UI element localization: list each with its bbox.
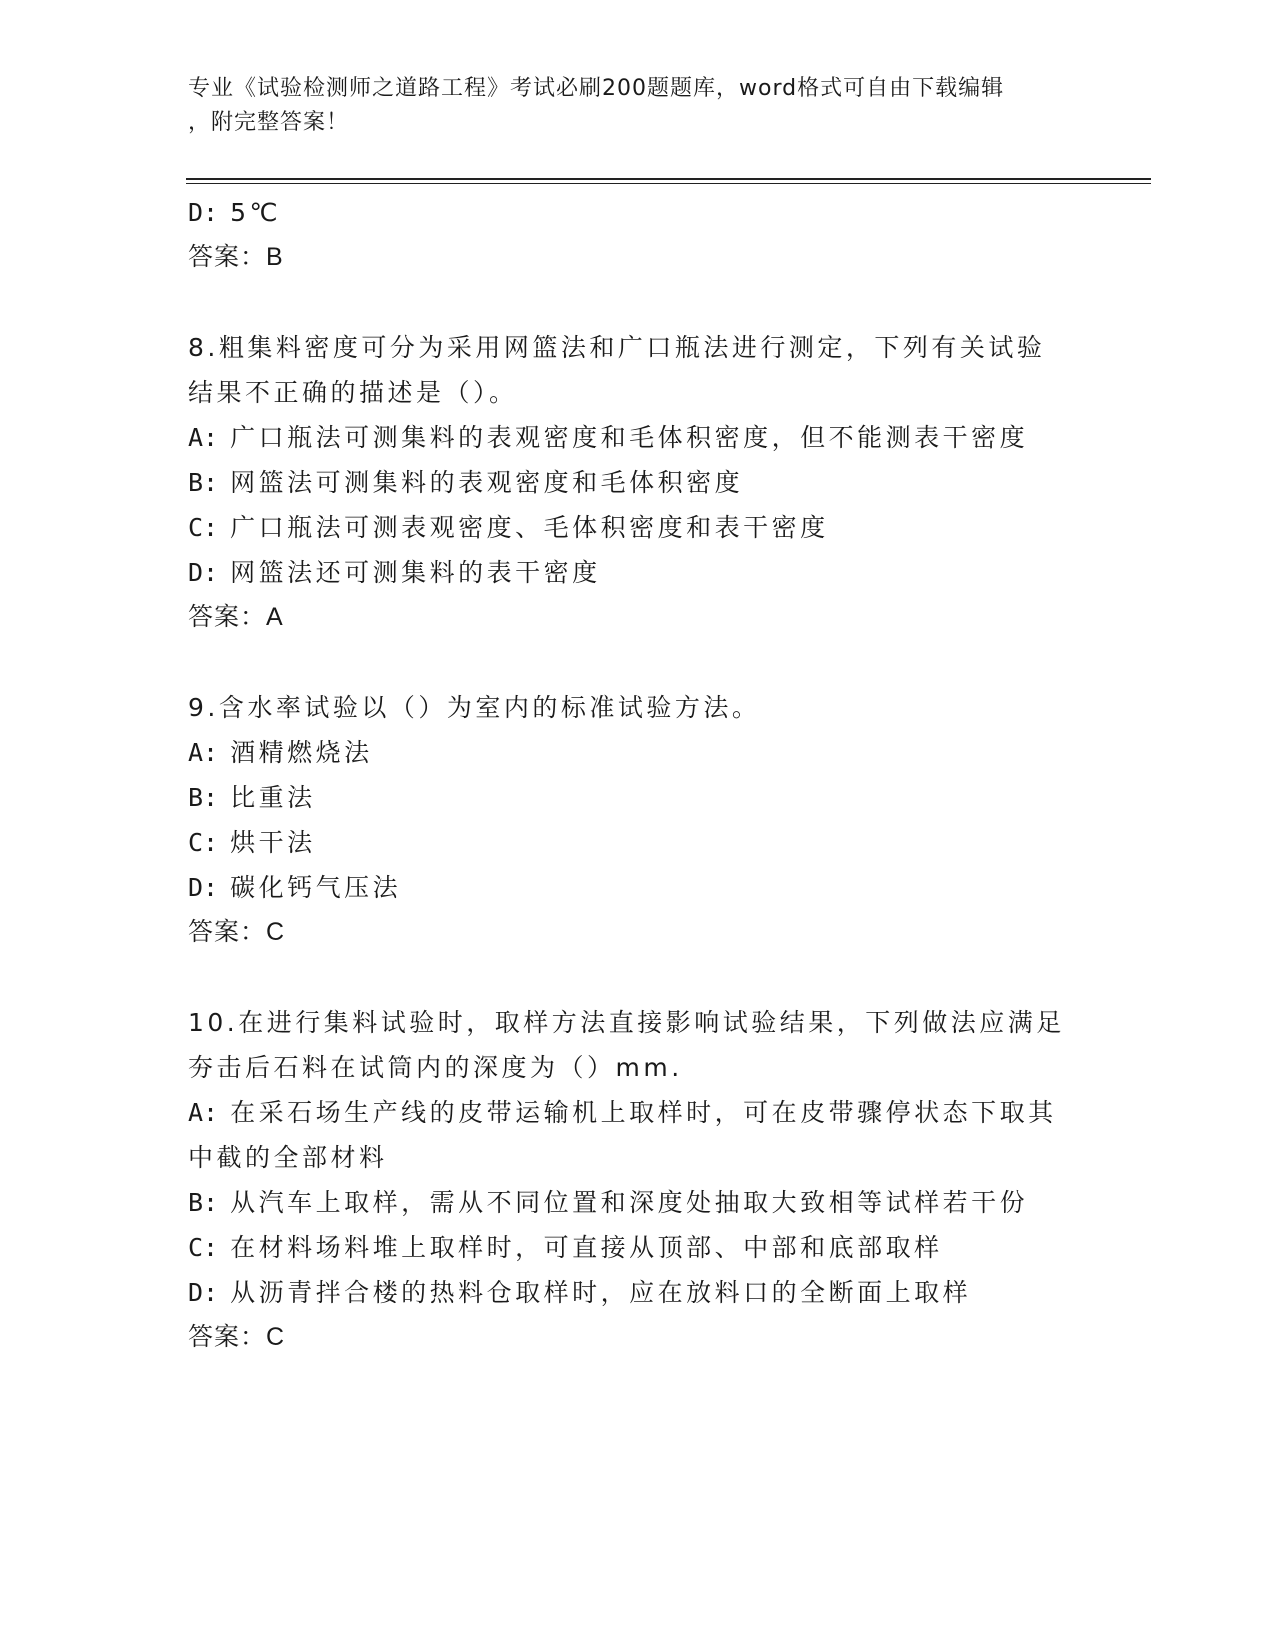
option-a [188,1090,1088,1135]
question-stem: 结果不正确的描述是（）。 [188,378,518,407]
question-10 [188,1000,1088,1360]
option-label: A: [188,1098,219,1127]
option-text: 广口瓶法可测表观密度、毛体积密度和表干密度 [230,513,829,542]
option-text: 从汽车上取样，需从不同位置和深度处抽取大致相等试样若干份 [230,1188,1029,1217]
option-b [188,460,1088,505]
spacer [188,640,1088,685]
option-text: 烘干法 [230,828,316,857]
option-label: C: [188,513,219,542]
header-title-line-2: ，附完整答案！ [188,110,350,135]
option-d [188,1270,1088,1315]
header-divider-thick [186,178,1151,180]
question-9 [188,685,1088,955]
answer: 答案：A [188,603,284,631]
option-c [188,1225,1088,1270]
option-c [188,505,1088,550]
option-label: B: [188,783,219,812]
spacer [188,280,1088,325]
prev-option-d [188,190,1088,235]
option-text: 比重法 [230,783,316,812]
option-b [188,775,1088,820]
option-d [188,865,1088,910]
option-text: 网篮法可测集料的表观密度和毛体积密度 [230,468,744,497]
option-a [188,415,1088,460]
option-label: B: [188,1188,219,1217]
spacer [188,955,1088,1000]
option-label: A: [188,423,219,452]
answer: 答案：C [188,1323,286,1351]
answer: 答案：C [188,918,286,946]
option-c [188,820,1088,865]
option-text: 在采石场生产线的皮带运输机上取样时，可在皮带骤停状态下取其 [230,1098,1057,1127]
option-label: D: [188,198,219,227]
option-label: C: [188,828,219,857]
option-text: 在材料场料堆上取样时，可直接从顶部、中部和底部取样 [230,1233,943,1262]
option-label: C: [188,1233,219,1262]
option-b [188,1180,1088,1225]
question-stem: 9.含水率试验以（）为室内的标准试验方法。 [188,693,761,722]
question-stem: 10.在进行集料试验时，取样方法直接影响试验结果，下列做法应满足 [188,1008,1065,1037]
header-title-line-1: 专业《试验检测师之道路工程》考试必刷200题题库，word格式可自由下载编辑 [188,76,1005,101]
option-a-continuation: 中截的全部材料 [188,1143,388,1172]
question-stem: 8.粗集料密度可分为采用网篮法和广口瓶法进行测定，下列有关试验 [188,333,1046,362]
option-a [188,730,1088,775]
option-text: 广口瓶法可测集料的表观密度和毛体积密度，但不能测表干密度 [230,423,1029,452]
option-label: D: [188,1278,219,1307]
option-text: 5℃ [230,198,282,227]
question-stem: 夯击后石料在试筒内的深度为（）mm. [188,1053,683,1082]
option-text: 酒精燃烧法 [230,738,373,767]
option-text: 从沥青拌合楼的热料仓取样时，应在放料口的全断面上取样 [230,1278,972,1307]
option-text: 网篮法还可测集料的表干密度 [230,558,601,587]
document-header [188,72,1068,140]
option-text: 碳化钙气压法 [230,873,402,902]
prev-answer: 答案：B [188,243,284,271]
question-8 [188,325,1088,640]
document-body [188,190,1088,1360]
option-label: A: [188,738,219,767]
header-divider-thin [186,183,1151,184]
option-label: B: [188,468,219,497]
option-label: D: [188,873,219,902]
option-label: D: [188,558,219,587]
option-d [188,550,1088,595]
